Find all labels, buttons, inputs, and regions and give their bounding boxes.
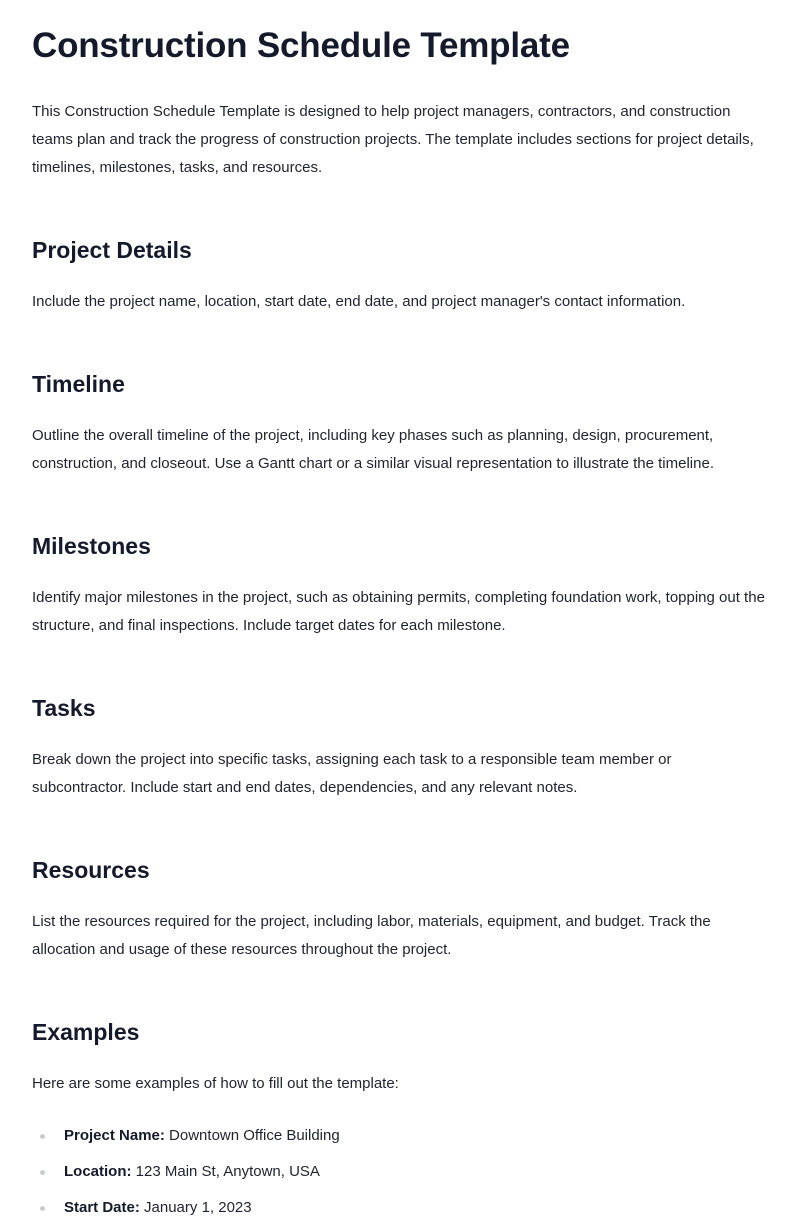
section-heading: Project Details [32,237,192,263]
examples-intro: Here are some examples of how to fill out the template: [32,1075,399,1092]
section-body: Identify major milestones in the project, such as obtaining permits, completing foundation work, topping out the structure, and final inspections. Include target dates for each milestone. [32,589,765,634]
page-title: Construction Schedule Template [32,26,570,65]
bullet-icon [40,1170,45,1175]
bullet-icon [40,1206,45,1211]
section-body: Outline the overall timeline of the project, including key phases such as planning, design, procurement, construction, and closeout. Use a Gantt chart or a similar visual representation to illustrate the timeline. [32,427,714,472]
section-timeline [32,368,768,478]
section-body: Include the project name, location, start date, end date, and project manager's contact information. [32,293,686,310]
list-item [32,1118,768,1154]
section-body: Break down the project into specific tasks, assigning each task to a responsible team member or subcontractor. Include start and end dates, dependencies, and any relevant notes. [32,751,672,796]
example-label: Location: [64,1163,136,1180]
section-examples [32,1016,768,1226]
bullet-icon [40,1134,45,1139]
section-project-details [32,234,768,316]
example-label: Start Date: [64,1199,145,1216]
section-heading: Examples [32,1019,140,1045]
section-resources [32,854,768,964]
example-label: Project Name: [64,1127,170,1144]
section-milestones [32,530,768,640]
section-heading: Milestones [32,533,151,559]
list-item [32,1154,768,1190]
list-item [32,1190,768,1226]
example-value: January 1, 2023 [144,1199,252,1216]
section-tasks [32,692,768,802]
section-body: List the resources required for the project, including labor, materials, equipment, and budget. Track the allocation and usage of these resources throughout the project. [32,913,711,958]
section-heading: Timeline [32,371,125,397]
intro-paragraph: This Construction Schedule Template is designed to help project managers, contractors, and construction teams plan and track the progress of construction projects. The template includes sections for project details, timelines, milestones, tasks, and resources. [32,103,754,176]
examples-list [32,1118,768,1226]
example-value: Downtown Office Building [169,1127,340,1144]
section-heading: Tasks [32,695,96,721]
section-heading: Resources [32,857,150,883]
example-value: 123 Main St, Anytown, USA [135,1163,320,1180]
